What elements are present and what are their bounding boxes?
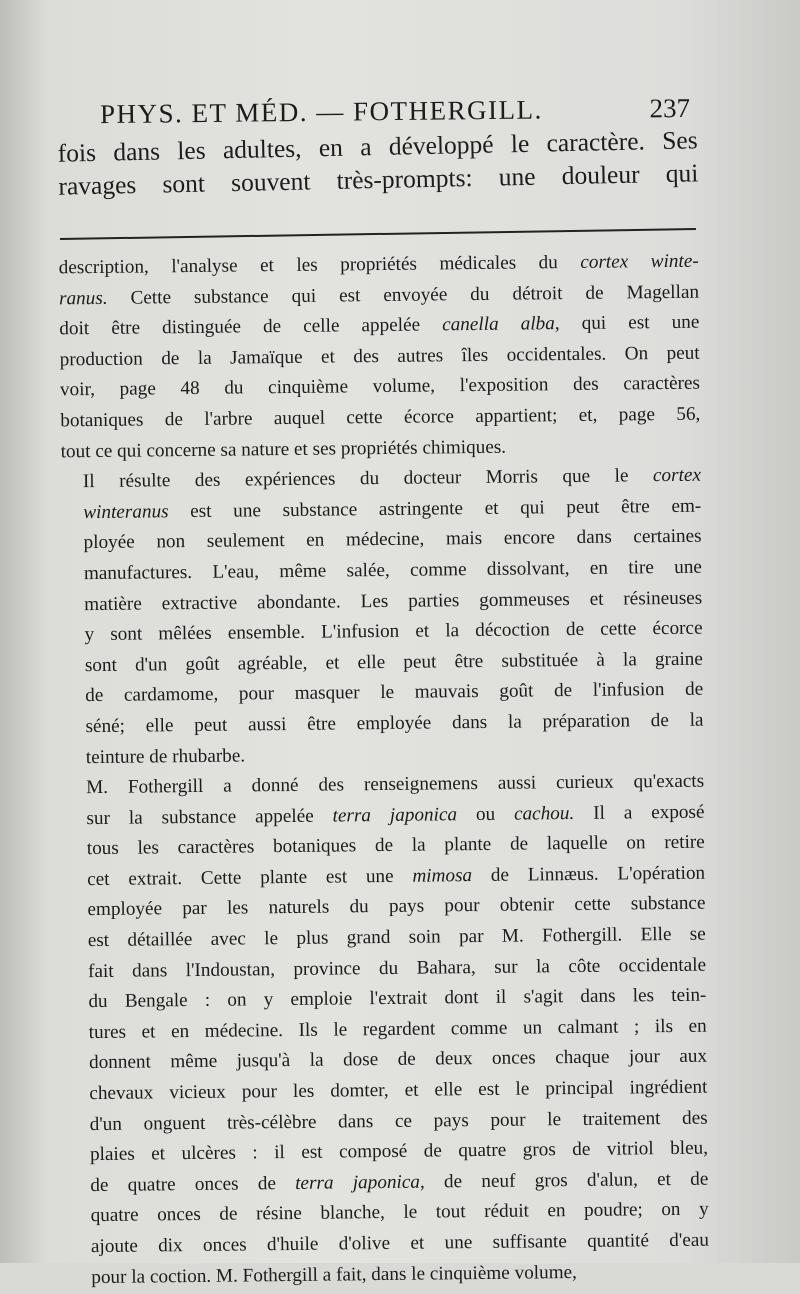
text-line: production de la Jamaïque et des autres îles occidentales. On peut (59, 342, 700, 371)
text-line: voir, page 48 du cinquième volume, l'exposition des caractères (59, 373, 701, 401)
text-line: description, l'analyse et les propriétés médicales du cortex winte- (58, 250, 699, 279)
text-line: tous les caractères botaniques de la plante de laquelle on retire (86, 831, 705, 860)
italic-term: terra japonica (332, 803, 458, 827)
text-line: tures et en médecine. Ils le regardent comme un calmant ; ils en (88, 1015, 707, 1043)
text-line: séné; elle peut aussi être employée dans la préparation de la (85, 709, 704, 738)
text-line: employée par les naturels du pays pour obtenir cette substance (87, 893, 706, 921)
text-line: chevaux vicieux pour les domter, et elle est le principal ingrédient (89, 1076, 708, 1105)
bleed-through-top-text (57, 123, 698, 202)
text-line: sur la substance appelée terra japonica ou cachou. Il a exposé (86, 801, 705, 829)
italic-term: ranus. (58, 287, 108, 309)
text-line: teinture de rhubarbe. (85, 744, 246, 768)
text-line: M. Fothergill a donné des renseignemens aussi curieux qu'exacts (86, 770, 705, 799)
top-line: ravages sont souvent très-prompts: une douleur qui (58, 158, 699, 201)
body-text (59, 247, 710, 1294)
text-line: donnent même jusqu'à la dose de deux onces chaque jour aux (88, 1046, 708, 1074)
text-line: plaies et ulcères : il est composé de quatre gros de vitriol bleu, (89, 1137, 709, 1166)
top-line: fois dans les adultes, en a développé le caractère. Ses (57, 125, 698, 168)
text-line: est détaillée avec le plus grand soin par M. Fothergill. Elle se (87, 923, 706, 952)
text-line: ployée non seulement en médecine, mais encore dans certaines (83, 526, 702, 554)
text-line: cet extrait. Cette plante est une mimosa de Linnæus. L'opération (87, 862, 706, 890)
italic-term: mimosa (412, 864, 473, 887)
paragraph (59, 247, 701, 468)
text-line: d'un onguent très-célèbre dans ce pays pour le traitement des (89, 1107, 708, 1135)
text-line: ajoute dix onces d'huile d'olive et une suffisante quantité d'eau (90, 1229, 710, 1258)
italic-term: cortex winte- (580, 250, 699, 273)
paragraph (64, 767, 709, 1294)
italic-term: cortex (652, 464, 702, 487)
text-line: tout ce qui concerne sa nature et ses propriétés chimiques. (60, 436, 507, 462)
italic-term: terra japonica (295, 1171, 421, 1194)
text-line: quatre onces de résine blanche, le tout réduit en poudre; on y (90, 1199, 709, 1227)
text-line: sont d'un goût agréable, et elle peut être substituée à la graine (84, 648, 703, 676)
text-line: du Bengale : on y emploie l'extrait dont il s'agit dans les tein- (88, 984, 707, 1013)
text-line: de cardamome, pour masquer le mauvais goût de l'infusion de (85, 678, 704, 707)
text-line: matière extractive abondante. Les parties gommeuses et résineuses (84, 587, 703, 615)
text-line: de quatre onces de terra japonica, de neuf gros d'alun, et de (90, 1168, 709, 1196)
italic-term: canella alba (442, 313, 555, 336)
text-line: botaniques de l'arbre auquel cette écorce appartient; et, page 56, (60, 403, 701, 432)
text-line: ranus. Cette substance qui est envoyée du détroit de Magellan (58, 281, 700, 309)
italic-term: winteranus (83, 500, 169, 523)
text-line: fait dans l'Indoustan, province du Bahara, sur la côte occidentale (87, 954, 707, 982)
text-line: doit être distinguée de celle appelée canella alba, qui est une (59, 311, 700, 340)
running-title: PHYS. ET MÉD. — FOTHERGILL. (99, 94, 543, 130)
paragraph (61, 461, 704, 774)
separator-rule (60, 228, 696, 240)
text-line: manufactures. L'eau, même salée, comme dissolvant, en tire une (83, 556, 703, 585)
text-line: pour la coction. M. Fothergill a fait, dans le cinquième volume, (91, 1261, 578, 1288)
text-line: winteranus est une substance astringente et qui peut être em- (83, 495, 702, 523)
italic-term: cachou. (513, 802, 575, 825)
page-number: 237 (649, 92, 691, 124)
text-line: y sont mêlées ensemble. L'infusion et la décoction de cette écorce (84, 617, 703, 646)
text-line: Il résulte des expériences du docteur Morris que le cortex (82, 464, 702, 493)
